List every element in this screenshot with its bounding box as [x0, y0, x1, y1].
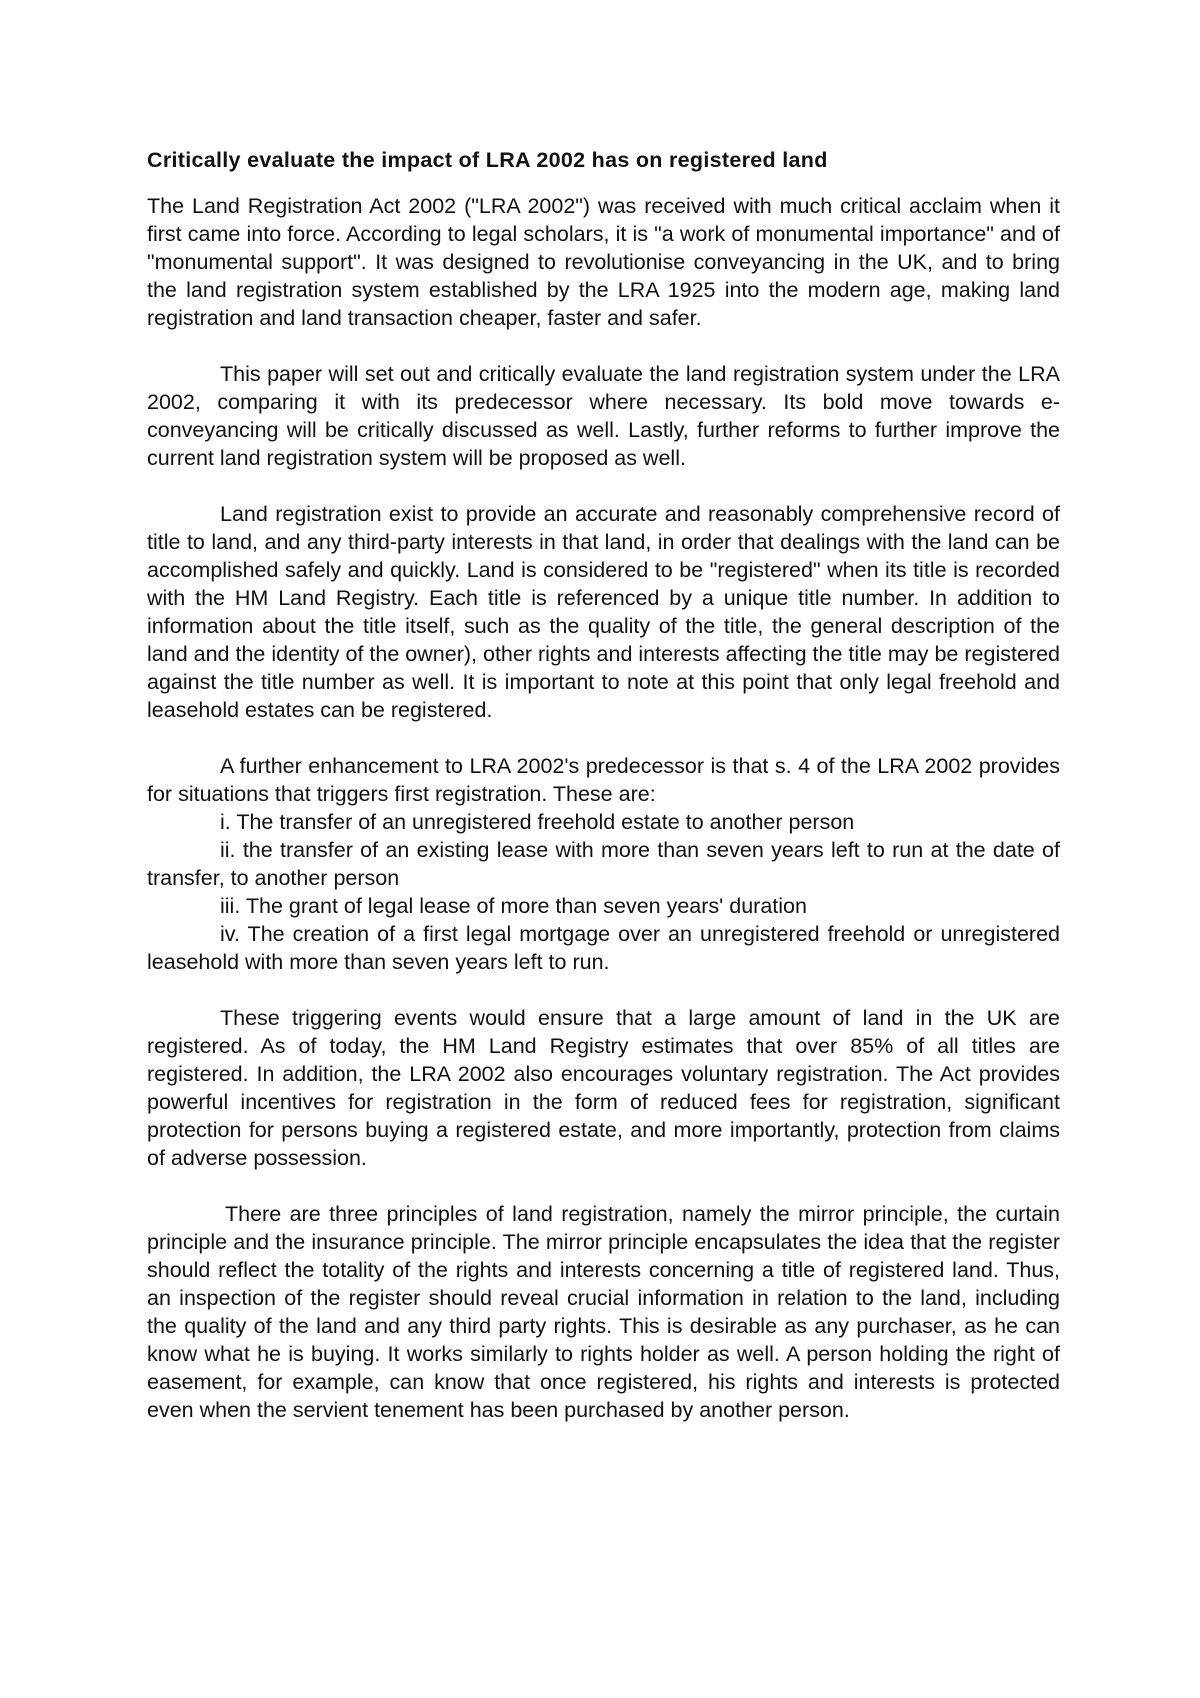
paragraph-principles: There are three principles of land registration, namely the mirror principle, the curtain principle and the insurance principle. The mirror principle encapsulates the idea that the register should reflect the totality of the rights and interests concerning a title of registered land. Thus, an inspection of the register should reveal crucial information in relation to the land, including the quality of the land and any third party rights. This is desirable as any purchaser, as he can know what he is buying. It works similarly to rights holder as well. A person holding the right of easement, for example, can know that once registered, his rights and interests is protected even when the servient tenement has been purchased by another person. [147, 1202, 1060, 1422]
document-title: Critically evaluate the impact of LRA 2002 has on registered land [147, 148, 828, 172]
list-item: iii. The grant of legal lease of more than seven years' duration [220, 894, 807, 918]
list-item: iv. The creation of a first legal mortgage over an unregistered freehold or unregistered leasehold with more than seven years left to run. [147, 922, 1060, 974]
paragraph-triggering-events: These triggering events would ensure that a large amount of land in the UK are registered. As of today, the HM Land Registry estimates that over 85% of all titles are registered. In addition, the LRA 2002 also encourages voluntary registration. The Act provides powerful incentives for registration in the form of reduced fees for registration, significant protection for persons buying a registered estate, and more importantly, protection from claims of adverse possession. [147, 1006, 1060, 1170]
list-item: ii. the transfer of an existing lease with more than seven years left to run at the date of transfer, to another person [147, 838, 1060, 890]
paragraph-intro: The Land Registration Act 2002 ("LRA 2002") was received with much critical acclaim when it first came into force. According to legal scholars, it is "a work of monumental importance" and of "monumental support". It was designed to revolutionise conveyancing in the UK, and to bring the land registration system established by the LRA 1925 into the modern age, making land registration and land transaction cheaper, faster and safer. [147, 194, 1060, 330]
list-item: i. The transfer of an unregistered freehold estate to another person [220, 810, 855, 834]
paragraph-first-registration: A further enhancement to LRA 2002's predecessor is that s. 4 of the LRA 2002 provides for situations that triggers first registration. These are: [147, 754, 1060, 806]
paragraph-land-registration: Land registration exist to provide an accurate and reasonably comprehensive record of title to land, and any third-party interests in that land, in order that dealings with the land can be accomplished safely and quickly. Land is considered to be "registered" when its title is recorded with the HM Land Registry. Each title is referenced by a unique title number. In addition to information about the title itself, such as the quality of the title, the general description of the land and the identity of the owner), other rights and interests affecting the title may be registered against the title number as well. It is important to note at this point that only legal freehold and leasehold estates can be registered. [147, 502, 1060, 722]
first-registration-section [147, 752, 1060, 976]
document-page [147, 146, 1060, 1452]
paragraph-scope: This paper will set out and critically evaluate the land registration system under the LRA 2002, comparing it with its predecessor where necessary. Its bold move towards e-conveyancing will be critically discussed as well. Lastly, further reforms to further improve the current land registration system will be proposed as well. [147, 362, 1060, 470]
